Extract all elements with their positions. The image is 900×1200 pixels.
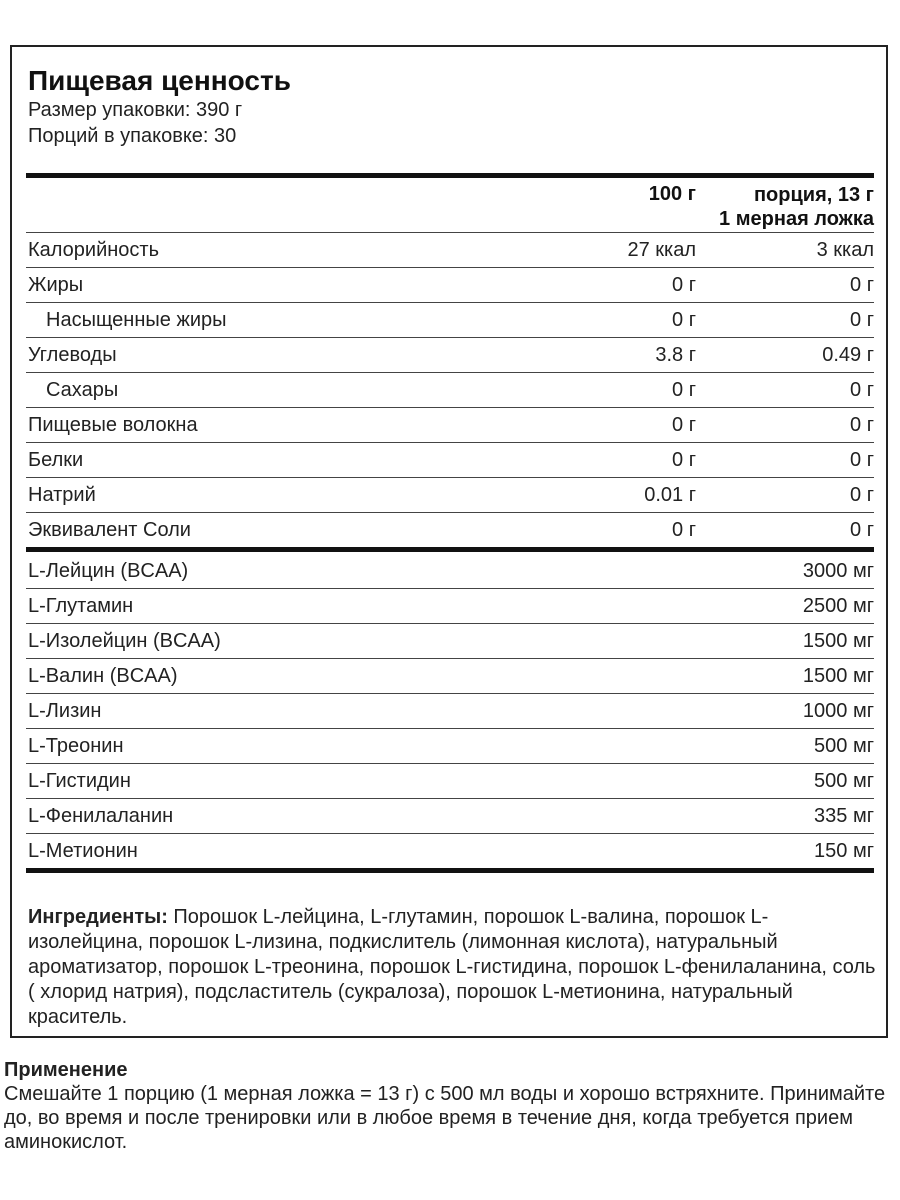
amino-value: 500 мг xyxy=(814,770,874,792)
nutrient-label: Насыщенные жиры xyxy=(46,309,227,331)
table-row xyxy=(26,478,874,512)
table-row xyxy=(26,624,874,658)
nutrient-label: Калорийность xyxy=(28,239,160,261)
serving-value: 0 г xyxy=(850,309,874,331)
per100-value: 27 ккал xyxy=(627,239,696,261)
nutrient-label: Эквивалент Соли xyxy=(28,519,191,541)
usage-title: Применение xyxy=(4,1059,128,1081)
amino-value: 500 мг xyxy=(814,735,874,757)
amino-label: L-Изолейцин (BCAA) xyxy=(28,630,221,652)
nutrient-label: Натрий xyxy=(28,484,96,506)
amino-label: L-Лизин xyxy=(28,700,102,722)
col-header-serving-line1: порция, 13 г xyxy=(753,184,874,206)
per100-value: 3.8 г xyxy=(655,344,696,366)
nutrient-label: Сахары xyxy=(46,379,119,401)
table-row xyxy=(26,659,874,693)
serving-value: 0 г xyxy=(850,414,874,436)
amino-value: 1500 мг xyxy=(802,630,874,652)
amino-label: L-Валин (BCAA) xyxy=(28,665,178,687)
nutrition-facts-panel xyxy=(10,45,888,1038)
table-row xyxy=(26,589,874,623)
col-header-serving-line2: 1 мерная ложка xyxy=(719,208,874,230)
per100-value: 0 г xyxy=(672,379,696,401)
table-row xyxy=(26,408,874,442)
nutrient-label: Пищевые волокна xyxy=(28,414,198,436)
amino-value: 3000 мг xyxy=(802,560,874,582)
amino-value: 335 мг xyxy=(814,805,874,827)
amino-label: L-Метионин xyxy=(28,840,138,862)
serving-value: 3 ккал xyxy=(816,239,874,261)
table-row xyxy=(26,268,874,302)
amino-value: 150 мг xyxy=(814,840,874,862)
table-row xyxy=(26,338,874,372)
amino-label: L-Лейцин (BCAA) xyxy=(28,560,189,582)
col-header-per-100g: 100 г xyxy=(648,183,696,205)
serving-value: 0.49 г xyxy=(822,344,874,366)
amino-label: L-Фенилаланин xyxy=(28,805,174,827)
amino-label: L-Глутамин xyxy=(28,595,134,617)
amino-label: L-Треонин xyxy=(28,735,124,757)
table-row xyxy=(26,554,874,588)
table-row xyxy=(26,303,874,337)
per100-value: 0 г xyxy=(672,449,696,471)
ingredients-text xyxy=(28,905,876,1030)
table-row xyxy=(26,233,874,267)
ingredients-list: Порошок L-лейцина, L-глутамин, порошок L-валина, порошок L-изолейцина, порошок L-лизина, подкислитель (лимонная кислота), натуральный ароматизатор, порошок L-треонина, порошок L-гистидина, порошок L-фенилаланина, соль ( хлорид натрия), подсластитель (сукралоза), порошок L-метионина, натуральный краситель. xyxy=(28,906,876,1028)
section-divider xyxy=(26,547,874,552)
nutrient-label: Белки xyxy=(28,449,84,471)
header-divider xyxy=(26,173,874,178)
table-row xyxy=(26,373,874,407)
amino-value: 2500 мг xyxy=(802,595,874,617)
serving-value: 0 г xyxy=(850,519,874,541)
amino-label: L-Гистидин xyxy=(28,770,131,792)
table-row xyxy=(26,764,874,798)
package-size: Размер упаковки: 390 г xyxy=(28,99,243,121)
table-bottom-divider xyxy=(26,868,874,873)
table-row xyxy=(26,694,874,728)
amino-value: 1000 мг xyxy=(802,700,874,722)
table-row xyxy=(26,513,874,547)
table-row xyxy=(26,834,874,868)
serving-value: 0 г xyxy=(850,274,874,296)
serving-value: 0 г xyxy=(850,449,874,471)
nutrient-label: Углеводы xyxy=(28,344,117,366)
amino-value: 1500 мг xyxy=(802,665,874,687)
usage-text: Смешайте 1 порцию (1 мерная ложка = 13 г) с 500 мл воды и хорошо встряхните. Принимайте до, во время и после тренировки или в любое время в течение дня, когда требуется прием аминокислот. xyxy=(4,1083,886,1153)
per100-value: 0 г xyxy=(672,519,696,541)
col-header-per-serving xyxy=(719,183,874,231)
table-row xyxy=(26,729,874,763)
per100-value: 0 г xyxy=(672,414,696,436)
usage-section xyxy=(4,1058,896,1154)
ingredients-label: Ингредиенты: xyxy=(28,906,168,928)
panel-title: Пищевая ценность xyxy=(28,65,291,96)
serving-value: 0 г xyxy=(850,484,874,506)
per100-value: 0 г xyxy=(672,274,696,296)
servings-per-package: Порций в упаковке: 30 xyxy=(28,125,237,147)
per100-value: 0 г xyxy=(672,309,696,331)
per100-value: 0.01 г xyxy=(644,484,696,506)
nutrient-label: Жиры xyxy=(28,274,84,296)
serving-value: 0 г xyxy=(850,379,874,401)
table-row xyxy=(26,443,874,477)
table-row xyxy=(26,799,874,833)
